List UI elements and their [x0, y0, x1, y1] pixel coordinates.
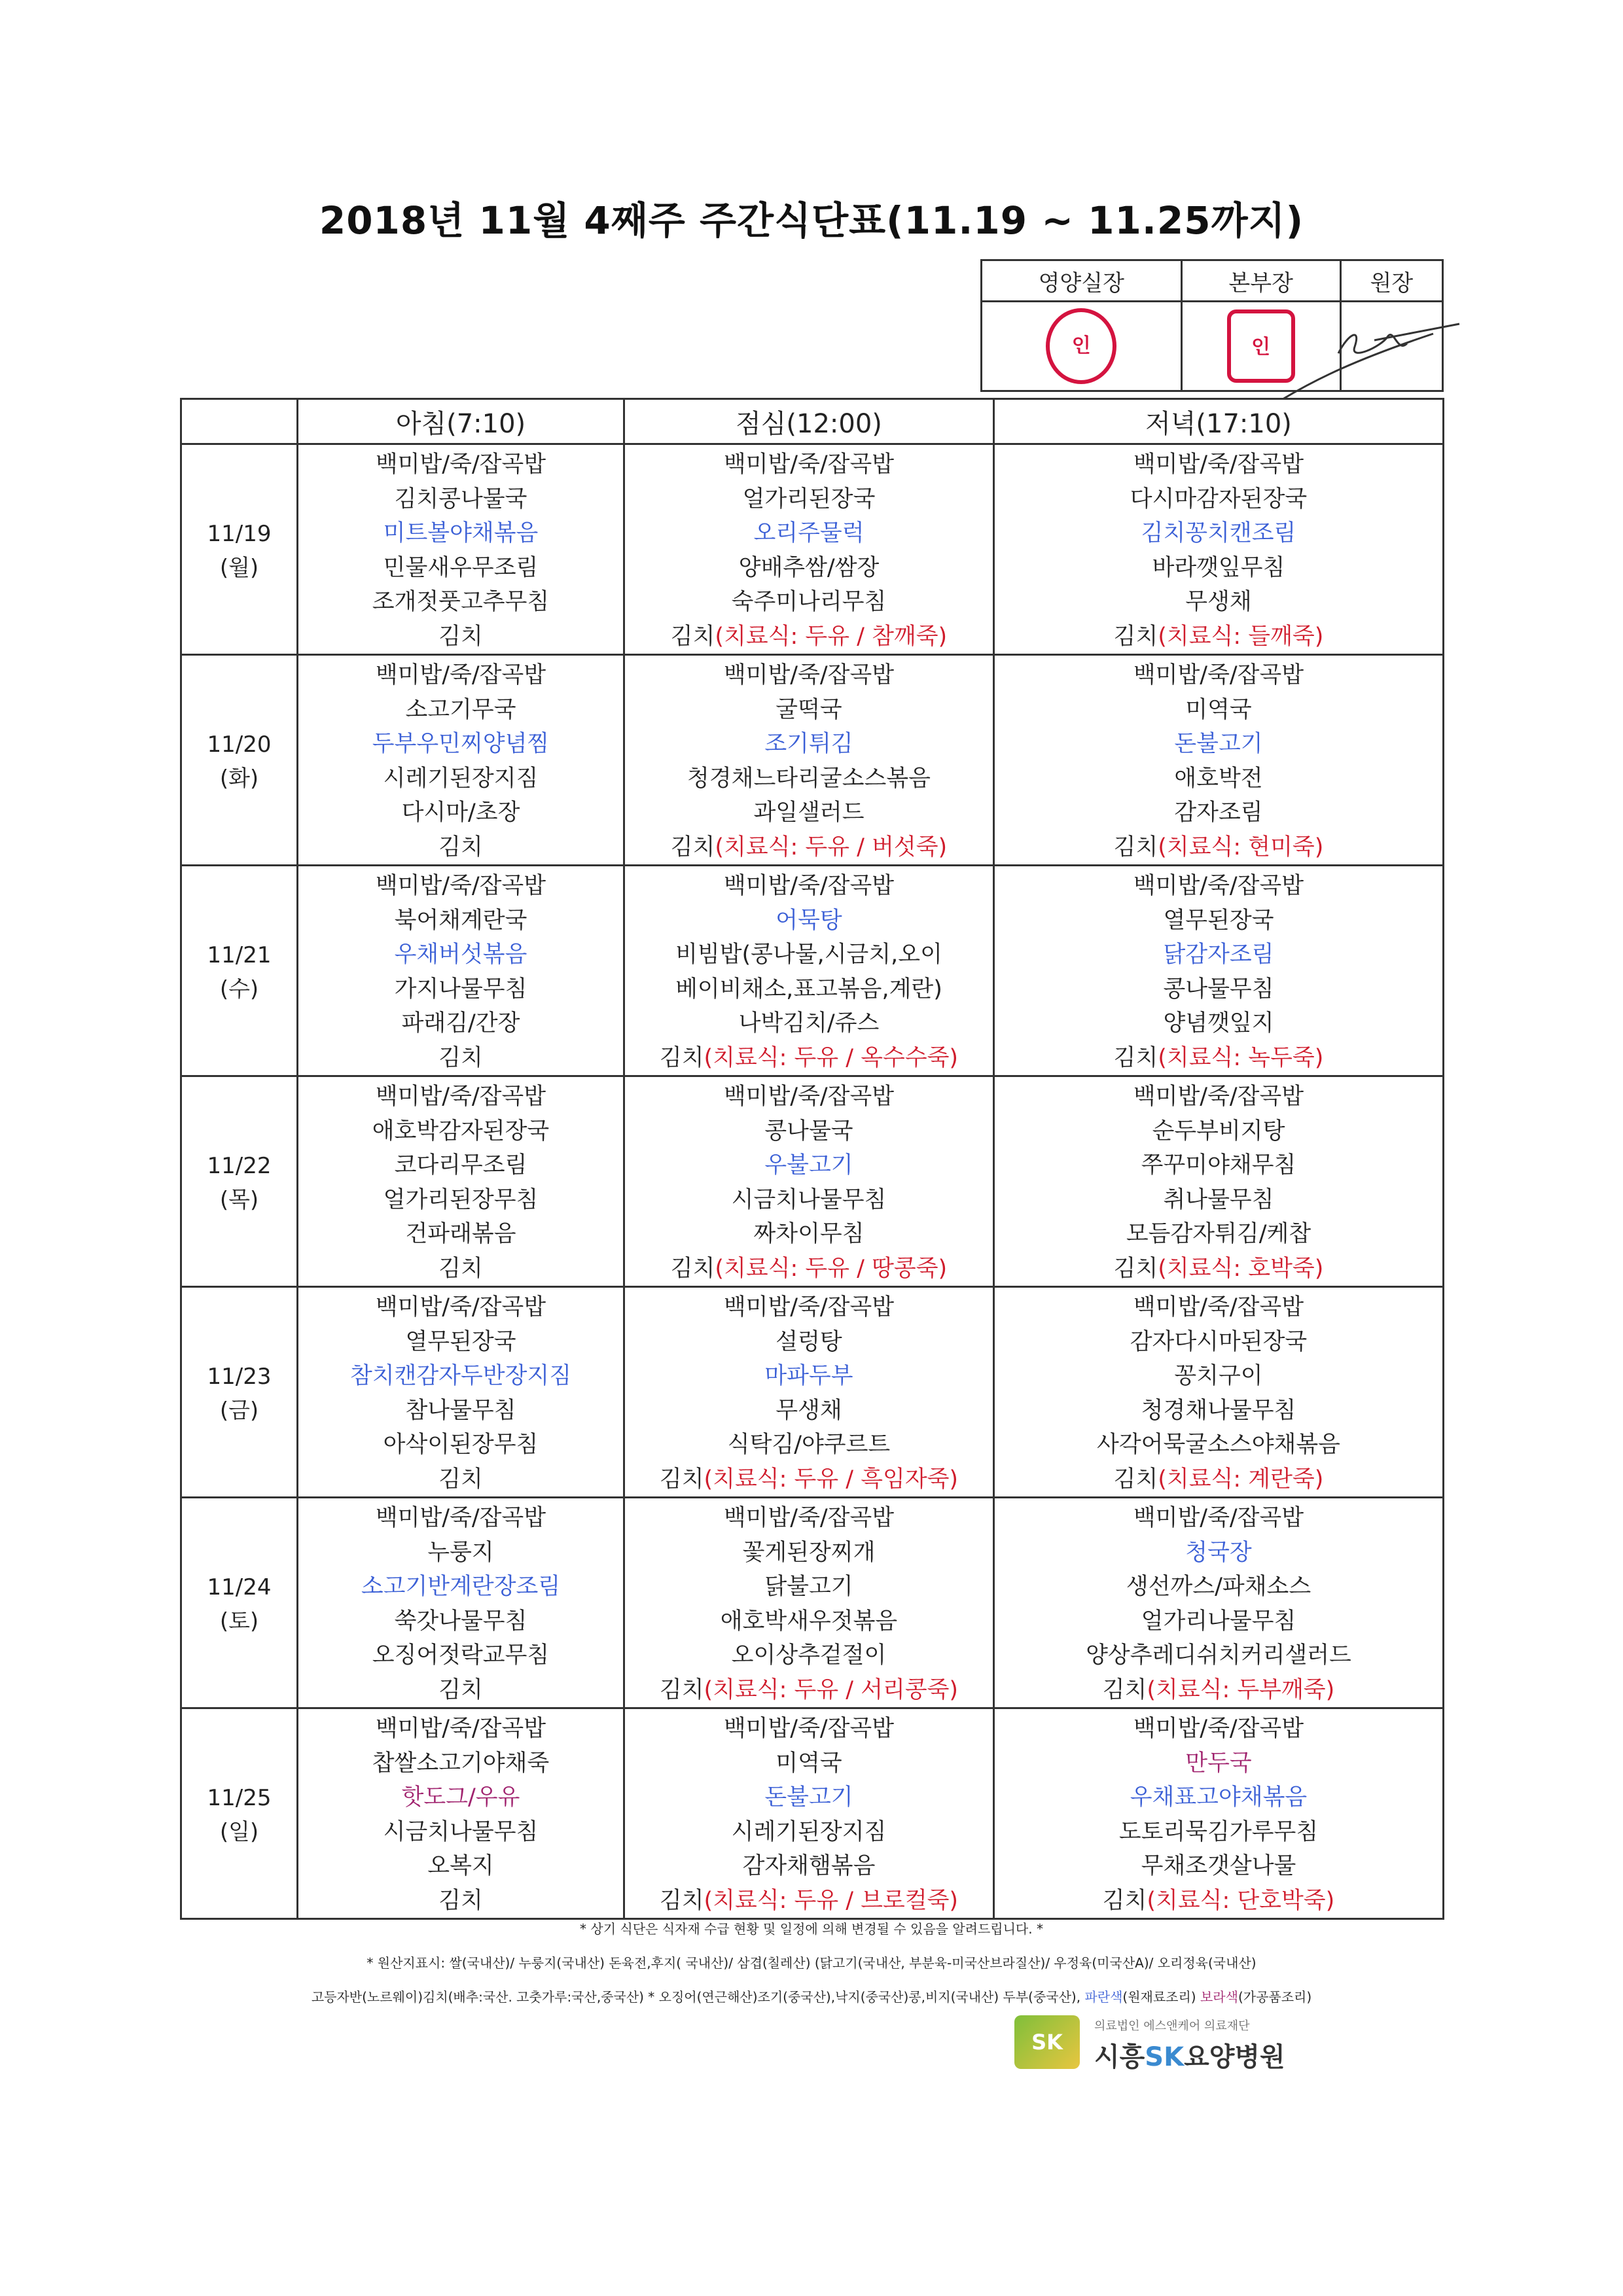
- breakfast-dish: 아삭이된장무침: [383, 1432, 539, 1458]
- dinner-cell: [994, 1498, 1444, 1708]
- approval-header-director: 본부장: [1181, 260, 1340, 302]
- dinner-dish: 미역국: [1185, 696, 1252, 723]
- dinner-dish: 생선까스/파채소스: [1126, 1574, 1311, 1600]
- hospital-name-sk: SK: [1145, 2042, 1185, 2072]
- lunch-dish: 양배추쌈/쌈장: [738, 554, 880, 581]
- legend-blue: 파란색: [1084, 1989, 1123, 2005]
- lunch-therapy-diet: (치료식: 두유 / 브로컬죽): [704, 1887, 959, 1914]
- lunch-dish: 얼가리된장국: [742, 486, 876, 512]
- dinner-therapy-diet: (치료식: 단호박죽): [1147, 1887, 1335, 1914]
- dinner-kimchi-line: [995, 1041, 1442, 1076]
- breakfast-dish: 시레기된장지짐: [383, 765, 539, 792]
- dinner-kimchi: 김치: [1113, 834, 1158, 860]
- day-date-cell: [181, 1708, 298, 1919]
- hospital-logo-icon: SK: [1014, 2015, 1080, 2069]
- lunch-dish: 오리주물럭: [753, 520, 865, 546]
- day-weekday: (수): [219, 976, 259, 1002]
- notice-origin: * 원산지표시: 쌀(국내산)/ 누룽지(국내산) 돈육전,후지( 국내산)/ 삼겹(칠레산) (닭고기(국내산, 부분육-미국산브라질산)/ 우정육(미국산A)/ 오리정육(국내산): [366, 1955, 1257, 1971]
- dinner-dish: 백미밥/죽/잡곡밥: [1133, 1716, 1304, 1742]
- dinner-dish: 김치꽁치캔조림: [1141, 520, 1296, 546]
- notice-origin-text: 고등자반(노르웨이)김치(배추:국산. 고춧가루:국산,중국산) * 오징어(연근해산)조기(중국산),낙지(중국산)콩,비지(국내산) 두부(중국산),: [311, 1989, 1085, 2005]
- day-date-cell: [181, 866, 298, 1076]
- dinner-cell: [994, 1708, 1444, 1919]
- lunch-dish: 백미밥/죽/잡곡밥: [723, 1084, 895, 1110]
- dinner-therapy-diet: (치료식: 호박죽): [1158, 1255, 1324, 1282]
- lunch-dish: 우불고기: [764, 1152, 853, 1178]
- header-dinner: 저녁(17:10): [994, 399, 1444, 444]
- breakfast-dish: 백미밥/죽/잡곡밥: [375, 1294, 546, 1320]
- day-weekday: (금): [219, 1397, 259, 1424]
- notice-origin-2: [0, 1987, 1623, 2005]
- breakfast-dish: 핫도그/우유: [401, 1784, 520, 1810]
- day-row: [181, 1708, 1444, 1919]
- lunch-dish: 시금치나물무침: [731, 1186, 887, 1213]
- lunch-kimchi: 김치: [659, 1887, 704, 1914]
- lunch-therapy-diet: (치료식: 두유 / 서리콩죽): [704, 1676, 959, 1703]
- dinner-kimchi-line: [995, 1673, 1442, 1708]
- dinner-dish: 청경채나물무침: [1141, 1397, 1296, 1424]
- dinner-dish: 다시마감자된장국: [1130, 486, 1308, 512]
- dinner-dish: 돈불고기: [1174, 731, 1263, 757]
- breakfast-dish: 건파래볶음: [405, 1221, 516, 1247]
- day-date-cell: [181, 1498, 298, 1708]
- notice-change: * 상기 식단은 식자재 수급 현황 및 일정에 의해 변경될 수 있음을 알려드립니다. *: [580, 1921, 1043, 1937]
- day-row: [181, 866, 1444, 1076]
- lunch-dish: 굴떡국: [776, 696, 842, 723]
- hospital-name-a: 시흥: [1094, 2042, 1145, 2072]
- dinner-dish: 우채표고야채볶음: [1130, 1784, 1308, 1810]
- dinner-dish: 사각어묵굴소스야채볶음: [1097, 1432, 1340, 1458]
- dinner-dish: 콩나물무침: [1163, 976, 1274, 1002]
- dinner-dish: 백미밥/죽/잡곡밥: [1133, 1084, 1304, 1110]
- breakfast-dish: 소고기반계란장조림: [361, 1574, 561, 1600]
- breakfast-dish: 김치: [438, 1044, 483, 1071]
- breakfast-dish: 김치: [438, 1887, 483, 1914]
- breakfast-dish: 가지나물무침: [394, 976, 527, 1002]
- breakfast-dish: 백미밥/죽/잡곡밥: [375, 1716, 546, 1742]
- hospital-name-b: 요양병원: [1184, 2042, 1285, 2072]
- day-date: 11/22: [207, 1152, 272, 1179]
- approval-signature-cell-1: [982, 302, 1182, 391]
- breakfast-dish: 김치: [438, 1255, 483, 1282]
- dinner-cell: [994, 655, 1444, 866]
- lunch-cell: [624, 1287, 994, 1498]
- day-date: 11/19: [207, 520, 272, 547]
- breakfast-cell: [298, 444, 624, 655]
- lunch-kimchi: 김치: [659, 1466, 704, 1492]
- lunch-dish: 베이비채소,표고볶음,계란): [675, 976, 942, 1002]
- dinner-kimchi: 김치: [1102, 1887, 1147, 1914]
- breakfast-dish: 찹쌀소고기야채죽: [372, 1750, 550, 1776]
- lunch-kimchi-line: [625, 1041, 993, 1076]
- header-date: [181, 399, 298, 444]
- breakfast-dish: 쑥갓나물무침: [394, 1608, 527, 1634]
- day-date: 11/23: [207, 1363, 272, 1390]
- dinner-dish: 무채조갯살나물: [1141, 1853, 1296, 1879]
- dinner-kimchi: 김치: [1113, 623, 1158, 650]
- dinner-dish: 무생채: [1185, 589, 1252, 615]
- lunch-dish: 숙주미나리무침: [731, 589, 887, 615]
- dinner-kimchi: 김치: [1113, 1255, 1158, 1282]
- dinner-therapy-diet: (치료식: 두부깨죽): [1147, 1676, 1335, 1703]
- dinner-dish: 만두국: [1185, 1750, 1252, 1776]
- lunch-dish: 설렁탕: [776, 1328, 842, 1355]
- lunch-cell: [624, 866, 994, 1076]
- breakfast-dish: 열무된장국: [405, 1328, 516, 1355]
- breakfast-cell: [298, 1708, 624, 1919]
- page-title: 2018년 11월 4째주 주간식단표(11.19 ~ 11.25까지): [319, 198, 1304, 243]
- lunch-therapy-diet: (치료식: 두유 / 참깨죽): [715, 623, 948, 650]
- lunch-dish: 백미밥/죽/잡곡밥: [723, 873, 895, 899]
- breakfast-dish: 김치: [438, 834, 483, 860]
- dinner-dish: 꽁치구이: [1174, 1363, 1263, 1389]
- dinner-kimchi-line: [995, 1462, 1442, 1497]
- lunch-dish: 시레기된장지짐: [731, 1818, 887, 1845]
- breakfast-dish: 누룽지: [427, 1539, 494, 1566]
- dinner-kimchi-line: [995, 1252, 1442, 1286]
- lunch-dish: 백미밥/죽/잡곡밥: [723, 1294, 895, 1320]
- breakfast-dish: 백미밥/죽/잡곡밥: [375, 662, 546, 688]
- breakfast-cell: [298, 1076, 624, 1287]
- dinner-dish: 백미밥/죽/잡곡밥: [1133, 451, 1304, 478]
- dinner-dish: 닭감자조림: [1163, 942, 1274, 968]
- header-breakfast: 아침(7:10): [298, 399, 624, 444]
- legend-blue-desc: (원재료조리): [1122, 1989, 1200, 2005]
- breakfast-cell: [298, 866, 624, 1076]
- lunch-therapy-diet: (치료식: 두유 / 땅콩죽): [715, 1255, 948, 1282]
- lunch-dish: 마파두부: [764, 1363, 853, 1389]
- dinner-dish: 모듬감자튀김/케찹: [1126, 1221, 1311, 1247]
- day-weekday: (목): [219, 1186, 259, 1213]
- dinner-therapy-diet: (치료식: 녹두죽): [1158, 1044, 1324, 1071]
- day-row: [181, 1287, 1444, 1498]
- breakfast-dish: 오징어젓락교무침: [372, 1642, 550, 1669]
- day-date: 11/24: [207, 1574, 272, 1600]
- breakfast-dish: 김치: [438, 1676, 483, 1703]
- dinner-kimchi: 김치: [1102, 1676, 1147, 1703]
- approval-header-head: 원장: [1340, 260, 1442, 302]
- breakfast-dish: 다시마/초장: [401, 800, 520, 826]
- lunch-dish: 애호박새우젓볶음: [720, 1608, 898, 1634]
- dinner-cell: [994, 1076, 1444, 1287]
- breakfast-dish: 소고기무국: [405, 696, 516, 723]
- lunch-dish: 과일샐러드: [753, 800, 865, 826]
- header-lunch: 점심(12:00): [624, 399, 994, 444]
- dinner-cell: [994, 1287, 1444, 1498]
- dinner-kimchi-line: [995, 620, 1442, 654]
- breakfast-dish: 백미밥/죽/잡곡밥: [375, 451, 546, 478]
- breakfast-dish: 김치: [438, 623, 483, 650]
- day-row: [181, 1498, 1444, 1708]
- breakfast-dish: 조개젓풋고추무침: [372, 589, 550, 615]
- breakfast-dish: 코다리무조림: [394, 1152, 527, 1178]
- dinner-therapy-diet: (치료식: 들깨죽): [1158, 623, 1324, 650]
- day-weekday: (월): [219, 554, 259, 581]
- lunch-dish: 식탁김/야쿠르트: [727, 1432, 891, 1458]
- lunch-dish: 감자채햄볶음: [742, 1853, 876, 1879]
- day-date: 11/20: [207, 731, 272, 758]
- day-row: [181, 444, 1444, 655]
- lunch-dish: 조기튀김: [764, 731, 853, 757]
- breakfast-dish: 백미밥/죽/잡곡밥: [375, 1505, 546, 1531]
- dinner-dish: 애호박전: [1174, 765, 1263, 792]
- lunch-dish: 비빔밥(콩나물,시금치,오이: [675, 942, 942, 968]
- lunch-kimchi-line: [625, 830, 993, 865]
- day-date-cell: [181, 444, 298, 655]
- dinner-dish: 백미밥/죽/잡곡밥: [1133, 873, 1304, 899]
- lunch-kimchi: 김치: [670, 623, 715, 650]
- approval-header-nutrition: 영양실장: [982, 260, 1182, 302]
- lunch-dish: 짜차이무침: [753, 1221, 865, 1247]
- breakfast-dish: 백미밥/죽/잡곡밥: [375, 1084, 546, 1110]
- breakfast-dish: 김치: [438, 1466, 483, 1492]
- dinner-dish: 양념깻잎지: [1163, 1010, 1274, 1036]
- breakfast-dish: 우채버섯볶음: [394, 942, 527, 968]
- breakfast-dish: 두부우민찌양념찜: [372, 731, 550, 757]
- lunch-kimchi-line: [625, 620, 993, 654]
- seal-stamp-icon: 인: [1227, 309, 1295, 383]
- day-weekday: (토): [219, 1608, 259, 1634]
- dinner-cell: [994, 444, 1444, 655]
- lunch-dish: 백미밥/죽/잡곡밥: [723, 1505, 895, 1531]
- dinner-dish: 감자조림: [1174, 800, 1263, 826]
- breakfast-dish: 민물새우무조림: [383, 554, 539, 581]
- dinner-dish: 양상추레디쉬치커리샐러드: [1086, 1642, 1351, 1669]
- signature-icon: [1276, 308, 1466, 406]
- dinner-dish: 바라깻잎무침: [1152, 554, 1285, 581]
- breakfast-dish: 김치콩나물국: [394, 486, 527, 512]
- lunch-cell: [624, 1498, 994, 1708]
- lunch-cell: [624, 655, 994, 866]
- lunch-dish: 꽃게된장찌개: [742, 1539, 876, 1566]
- day-row: [181, 1076, 1444, 1287]
- lunch-kimchi: 김치: [659, 1676, 704, 1703]
- lunch-cell: [624, 1708, 994, 1919]
- lunch-dish: 백미밥/죽/잡곡밥: [723, 451, 895, 478]
- lunch-therapy-diet: (치료식: 두유 / 흑임자죽): [704, 1466, 959, 1492]
- lunch-kimchi: 김치: [670, 834, 715, 860]
- dinner-dish: 얼가리나물무침: [1141, 1608, 1296, 1634]
- breakfast-cell: [298, 1498, 624, 1708]
- breakfast-dish: 얼가리된장무침: [383, 1186, 539, 1213]
- seal-stamp-icon: 인: [1046, 308, 1116, 384]
- lunch-therapy-diet: (치료식: 두유 / 옥수수죽): [704, 1044, 959, 1071]
- lunch-dish: 콩나물국: [764, 1118, 853, 1144]
- menu-table: [180, 398, 1444, 1920]
- breakfast-dish: 시금치나물무침: [383, 1818, 539, 1845]
- dinner-cell: [994, 866, 1444, 1076]
- breakfast-dish: 애호박감자된장국: [372, 1118, 550, 1144]
- breakfast-cell: [298, 1287, 624, 1498]
- dinner-dish: 감자다시마된장국: [1130, 1328, 1308, 1355]
- lunch-dish: 미역국: [776, 1750, 842, 1776]
- lunch-kimchi: 김치: [670, 1255, 715, 1282]
- dinner-dish: 순두부비지탕: [1152, 1118, 1285, 1144]
- lunch-dish: 무생채: [776, 1397, 842, 1424]
- breakfast-dish: 참나물무침: [405, 1397, 516, 1424]
- dinner-dish: 청국장: [1185, 1539, 1252, 1566]
- lunch-dish: 나박김치/쥬스: [738, 1010, 880, 1036]
- breakfast-dish: 북어채계란국: [394, 907, 527, 934]
- lunch-kimchi-line: [625, 1462, 993, 1497]
- lunch-dish: 백미밥/죽/잡곡밥: [723, 662, 895, 688]
- day-date-cell: [181, 1076, 298, 1287]
- legend-purple-desc: (가공품조리): [1238, 1989, 1312, 2005]
- lunch-therapy-diet: (치료식: 두유 / 버섯죽): [715, 834, 948, 860]
- hospital-subtitle: 의료법인 에스앤케어 의료재단: [1094, 2019, 1250, 2033]
- breakfast-dish: 오복지: [427, 1853, 494, 1879]
- dinner-dish: 백미밥/죽/잡곡밥: [1133, 1505, 1304, 1531]
- dinner-dish: 도토리묵김가루무침: [1118, 1818, 1319, 1845]
- lunch-kimchi: 김치: [659, 1044, 704, 1071]
- dinner-kimchi: 김치: [1113, 1044, 1158, 1071]
- dinner-dish: 백미밥/죽/잡곡밥: [1133, 662, 1304, 688]
- dinner-dish: 쭈꾸미야채무침: [1141, 1152, 1296, 1178]
- day-weekday: (화): [219, 765, 259, 792]
- day-date: 11/25: [207, 1784, 272, 1811]
- dinner-kimchi: 김치: [1113, 1466, 1158, 1492]
- dinner-therapy-diet: (치료식: 현미죽): [1158, 834, 1324, 860]
- breakfast-cell: [298, 655, 624, 866]
- hospital-name: [1094, 2036, 1285, 2074]
- day-weekday: (일): [219, 1818, 259, 1845]
- lunch-dish: 돈불고기: [764, 1784, 853, 1810]
- lunch-kimchi-line: [625, 1673, 993, 1708]
- lunch-dish: 백미밥/죽/잡곡밥: [723, 1716, 895, 1742]
- day-date-cell: [181, 655, 298, 866]
- lunch-cell: [624, 444, 994, 655]
- breakfast-dish: 백미밥/죽/잡곡밥: [375, 873, 546, 899]
- breakfast-dish: 참치캔감자두반장지짐: [349, 1363, 572, 1389]
- legend-purple: 보라색: [1200, 1989, 1238, 2005]
- dinner-therapy-diet: (치료식: 계란죽): [1158, 1466, 1324, 1492]
- dinner-dish: 취나물무침: [1163, 1186, 1274, 1213]
- dinner-dish: 열무된장국: [1163, 907, 1274, 934]
- dinner-dish: 백미밥/죽/잡곡밥: [1133, 1294, 1304, 1320]
- lunch-cell: [624, 1076, 994, 1287]
- day-date-cell: [181, 1287, 298, 1498]
- breakfast-dish: 파래김/간장: [401, 1010, 520, 1036]
- lunch-dish: 어묵탕: [776, 907, 842, 934]
- lunch-kimchi-line: [625, 1252, 993, 1286]
- breakfast-dish: 미트볼야채볶음: [383, 520, 539, 546]
- dinner-kimchi-line: [995, 1884, 1442, 1918]
- day-row: [181, 655, 1444, 866]
- lunch-dish: 닭불고기: [764, 1574, 853, 1600]
- lunch-dish: 오이상추겉절이: [731, 1642, 887, 1669]
- lunch-kimchi-line: [625, 1884, 993, 1918]
- lunch-dish: 청경채느타리굴소스볶음: [687, 765, 931, 792]
- day-date: 11/21: [207, 942, 272, 968]
- dinner-kimchi-line: [995, 830, 1442, 865]
